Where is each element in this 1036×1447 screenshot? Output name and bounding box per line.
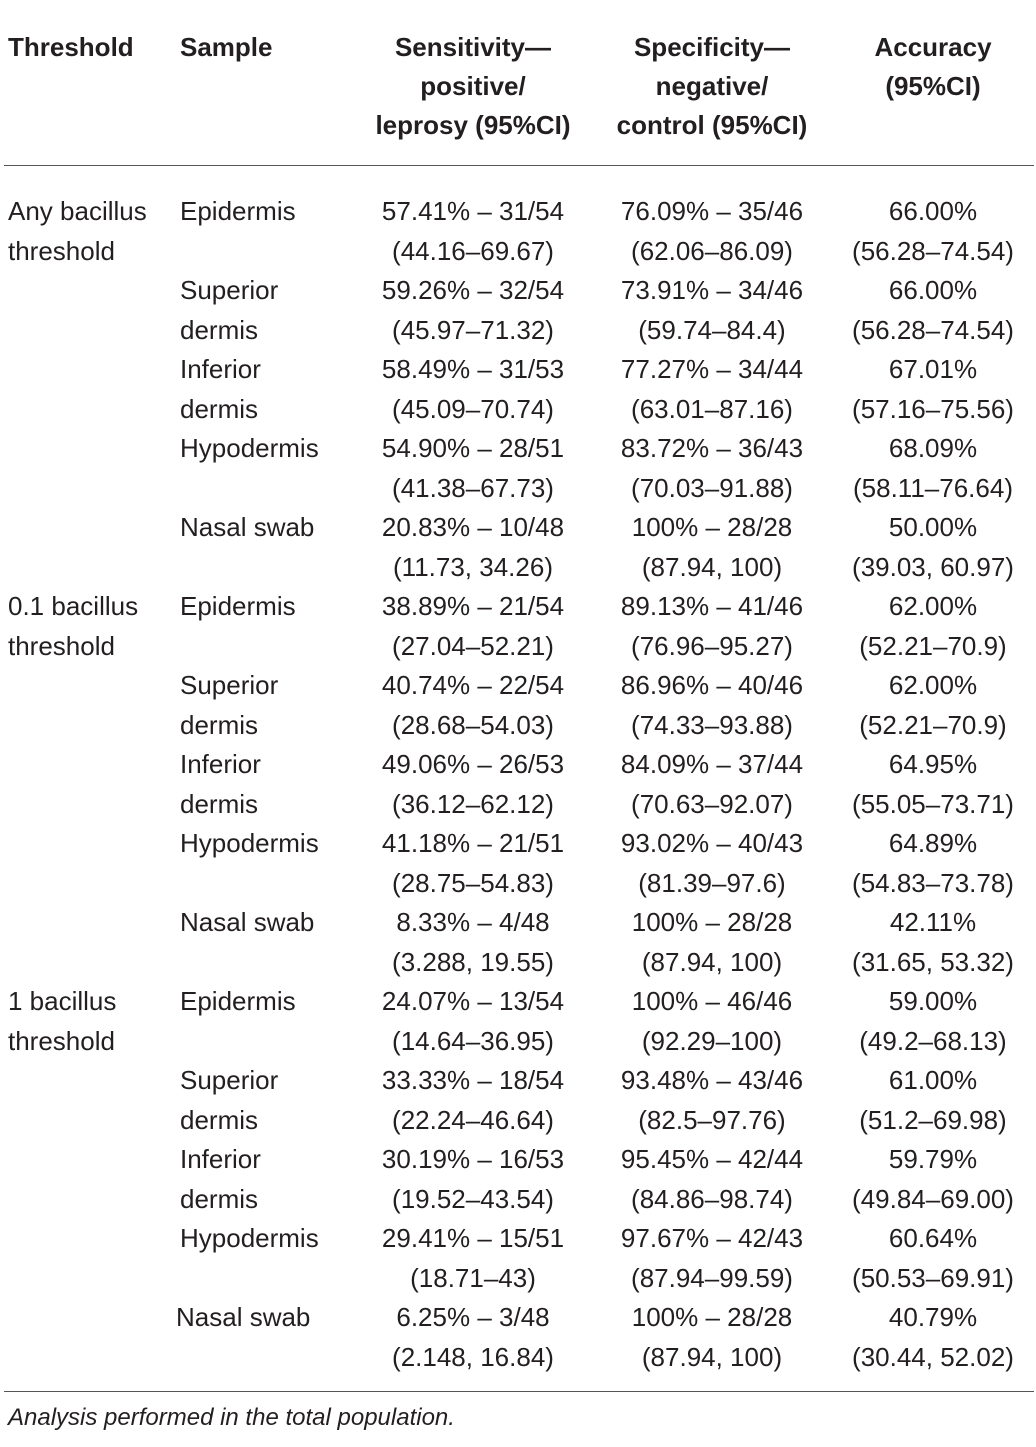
header-sample: Sample: [176, 0, 354, 166]
specificity-cell-line: 97.67% – 42/43: [620, 1223, 804, 1253]
accuracy-cell-line: (56.28–74.54): [852, 314, 1014, 345]
sensitivity-cell-line: 38.89% – 21/54: [381, 591, 565, 621]
sample-cell-line: Nasal swab: [180, 907, 315, 937]
accuracy-cell-line: (39.03, 60.97): [852, 551, 1014, 582]
accuracy-cell: [832, 271, 1034, 350]
sensitivity-cell-line: 57.41% – 31/54: [381, 196, 565, 226]
sample-cell: [176, 1061, 354, 1140]
sample-cell-line: Superior: [180, 275, 279, 305]
sensitivity-cell: [354, 1140, 592, 1219]
threshold-cell: [4, 508, 176, 587]
sensitivity-cell-line: 8.33% – 4/48: [396, 907, 550, 937]
threshold-label-line: 0.1 bacillus: [8, 591, 139, 621]
sensitivity-cell: [354, 982, 592, 1061]
accuracy-cell-line: 64.95%: [888, 749, 978, 779]
sensitivity-cell: [354, 1219, 592, 1298]
specificity-cell-line: 100% – 28/28: [631, 1302, 793, 1332]
table-body: [4, 166, 1034, 1392]
specificity-cell-line: (87.94–99.59): [631, 1262, 793, 1293]
sensitivity-cell-line: 6.25% – 3/48: [396, 1302, 550, 1332]
threshold-cell: [4, 429, 176, 508]
sensitivity-cell-line: (19.52–43.54): [392, 1183, 554, 1214]
table-header: [4, 0, 1034, 166]
accuracy-cell-line: (49.2–68.13): [859, 1025, 1007, 1056]
sensitivity-cell-line: (18.71–43): [410, 1262, 536, 1293]
sensitivity-cell-line: 54.90% – 28/51: [381, 433, 565, 463]
header-sensitivity-line: leprosy (95%CI): [375, 110, 571, 140]
accuracy-cell-line: (51.2–69.98): [859, 1104, 1007, 1135]
sensitivity-cell: [354, 587, 592, 666]
sensitivity-cell-line: (28.68–54.03): [392, 709, 554, 740]
accuracy-cell: [832, 1140, 1034, 1219]
threshold-cell: [4, 1061, 176, 1140]
sample-cell-line: Inferior: [180, 1144, 261, 1174]
sensitivity-cell-line: 24.07% – 13/54: [381, 986, 565, 1016]
specificity-cell-line: (74.33–93.88): [631, 709, 793, 740]
accuracy-cell-line: 66.00%: [888, 196, 978, 226]
threshold-cell: [4, 666, 176, 745]
sample-cell-line: Nasal swab: [180, 512, 315, 542]
table-row: [4, 587, 1034, 666]
sensitivity-cell-line: (14.64–36.95): [392, 1025, 554, 1056]
specificity-cell-line: (76.96–95.27): [631, 630, 793, 661]
threshold-cell: [4, 350, 176, 429]
diagnostic-accuracy-table: [4, 0, 1034, 1392]
specificity-cell: [592, 745, 832, 824]
specificity-cell-line: 95.45% – 42/44: [620, 1144, 804, 1174]
sample-cell-line: dermis: [180, 1183, 259, 1214]
table-row: [4, 824, 1034, 903]
specificity-cell-line: 83.72% – 36/43: [620, 433, 804, 463]
table-row: [4, 982, 1034, 1061]
threshold-cell: [4, 824, 176, 903]
accuracy-cell: [832, 903, 1034, 982]
accuracy-cell-line: 40.79%: [888, 1302, 978, 1332]
accuracy-cell-line: (52.21–70.9): [859, 630, 1007, 661]
accuracy-cell-line: 61.00%: [888, 1065, 978, 1095]
specificity-cell-line: (62.06–86.09): [631, 235, 793, 266]
accuracy-cell: [832, 1061, 1034, 1140]
header-sensitivity: [354, 0, 592, 166]
accuracy-cell-line: (49.84–69.00): [852, 1183, 1014, 1214]
specificity-cell-line: 93.02% – 40/43: [620, 828, 804, 858]
sample-cell-line: dermis: [180, 709, 259, 740]
sample-cell: [176, 350, 354, 429]
specificity-cell: [592, 1219, 832, 1298]
specificity-cell: [592, 166, 832, 272]
sample-cell: [176, 587, 354, 666]
accuracy-cell: [832, 508, 1034, 587]
accuracy-cell-line: (55.05–73.71): [852, 788, 1014, 819]
sensitivity-cell-line: (36.12–62.12): [392, 788, 554, 819]
accuracy-cell: [832, 1219, 1034, 1298]
specificity-cell-line: (70.03–91.88): [631, 472, 793, 503]
threshold-cell: [4, 982, 176, 1061]
accuracy-cell-line: 64.89%: [888, 828, 978, 858]
threshold-cell: [4, 1298, 176, 1392]
specificity-cell: [592, 429, 832, 508]
sensitivity-cell: [354, 271, 592, 350]
sensitivity-cell-line: 58.49% – 31/53: [381, 354, 565, 384]
specificity-cell: [592, 982, 832, 1061]
accuracy-cell: [832, 166, 1034, 272]
specificity-cell-line: 86.96% – 40/46: [620, 670, 804, 700]
sensitivity-cell-line: 29.41% – 15/51: [381, 1223, 565, 1253]
sensitivity-cell: [354, 166, 592, 272]
accuracy-cell-line: 62.00%: [888, 670, 978, 700]
sample-cell-line: dermis: [180, 1104, 259, 1135]
accuracy-cell: [832, 587, 1034, 666]
specificity-cell: [592, 824, 832, 903]
sensitivity-cell-line: (44.16–69.67): [392, 235, 554, 266]
specificity-cell-line: (70.63–92.07): [631, 788, 793, 819]
threshold-cell: [4, 1219, 176, 1298]
sample-cell-line: Superior: [180, 1065, 279, 1095]
specificity-cell-line: (59.74–84.4): [638, 314, 786, 345]
sample-cell: [176, 1298, 354, 1392]
header-accuracy-line: Accuracy: [874, 32, 992, 62]
table-row: [4, 903, 1034, 982]
specificity-cell-line: 76.09% – 35/46: [620, 196, 804, 226]
table-row: [4, 1140, 1034, 1219]
sample-cell-line: Nasal swab: [176, 1302, 311, 1332]
sensitivity-cell-line: 30.19% – 16/53: [381, 1144, 565, 1174]
threshold-cell: [4, 745, 176, 824]
sensitivity-cell-line: 59.26% – 32/54: [381, 275, 565, 305]
sensitivity-cell: [354, 1298, 592, 1392]
accuracy-cell-line: (56.28–74.54): [852, 235, 1014, 266]
sensitivity-cell: [354, 903, 592, 982]
specificity-cell-line: 100% – 28/28: [631, 907, 793, 937]
threshold-cell: [4, 271, 176, 350]
sensitivity-cell-line: (41.38–67.73): [392, 472, 554, 503]
table-row: [4, 350, 1034, 429]
sample-cell-line: Epidermis: [180, 986, 296, 1016]
specificity-cell-line: (92.29–100): [641, 1025, 783, 1056]
threshold-label-line: threshold: [8, 235, 115, 266]
specificity-cell-line: 89.13% – 41/46: [620, 591, 804, 621]
header-specificity-line: control (95%CI): [616, 110, 808, 140]
sample-cell: [176, 166, 354, 272]
sensitivity-cell-line: 40.74% – 22/54: [381, 670, 565, 700]
sensitivity-cell-line: (28.75–54.83): [392, 867, 554, 898]
sample-cell-line: Inferior: [180, 354, 261, 384]
accuracy-cell-line: (50.53–69.91): [852, 1262, 1014, 1293]
sample-cell: [176, 903, 354, 982]
table-row: [4, 666, 1034, 745]
sample-cell-line: dermis: [180, 393, 259, 424]
table-footnote: Analysis performed in the total population.: [8, 1404, 455, 1431]
threshold-label-line: Any bacillus: [8, 196, 147, 226]
accuracy-cell: [832, 982, 1034, 1061]
sensitivity-cell: [354, 666, 592, 745]
threshold-cell: [4, 166, 176, 272]
sensitivity-cell-line: (3.288, 19.55): [392, 946, 554, 977]
sample-cell: [176, 1140, 354, 1219]
threshold-cell: [4, 1140, 176, 1219]
specificity-cell-line: (82.5–97.76): [638, 1104, 786, 1135]
accuracy-cell-line: (30.44, 52.02): [852, 1341, 1014, 1372]
accuracy-cell: [832, 429, 1034, 508]
sensitivity-cell-line: (22.24–46.64): [392, 1104, 554, 1135]
header-specificity-line: Specificity—: [633, 32, 791, 62]
accuracy-cell-line: 66.00%: [888, 275, 978, 305]
sensitivity-cell-line: (45.09–70.74): [392, 393, 554, 424]
accuracy-cell: [832, 666, 1034, 745]
specificity-cell: [592, 903, 832, 982]
accuracy-cell: [832, 1298, 1034, 1392]
sensitivity-cell: [354, 429, 592, 508]
sensitivity-cell-line: 20.83% – 10/48: [381, 512, 565, 542]
sample-cell: [176, 271, 354, 350]
sensitivity-cell-line: 49.06% – 26/53: [381, 749, 565, 779]
accuracy-cell-line: (31.65, 53.32): [852, 946, 1014, 977]
sample-cell-line: Epidermis: [180, 591, 296, 621]
specificity-cell-line: 100% – 46/46: [631, 986, 793, 1016]
specificity-cell-line: 93.48% – 43/46: [620, 1065, 804, 1095]
table-row: [4, 1298, 1034, 1392]
sensitivity-cell: [354, 824, 592, 903]
accuracy-cell-line: 67.01%: [888, 354, 978, 384]
sample-cell-line: Inferior: [180, 749, 261, 779]
sensitivity-cell-line: (2.148, 16.84): [392, 1341, 554, 1372]
sensitivity-cell: [354, 508, 592, 587]
specificity-cell-line: 73.91% – 34/46: [620, 275, 804, 305]
sample-cell-line: Epidermis: [180, 196, 296, 226]
sensitivity-cell: [354, 745, 592, 824]
sample-cell-line: Superior: [180, 670, 279, 700]
sample-cell: [176, 824, 354, 903]
sample-cell-line: Hypodermis: [180, 828, 319, 858]
accuracy-cell-line: 50.00%: [888, 512, 978, 542]
accuracy-cell-line: 59.79%: [888, 1144, 978, 1174]
accuracy-cell-line: (54.83–73.78): [852, 867, 1014, 898]
header-specificity-line: negative/: [655, 71, 769, 101]
specificity-cell: [592, 1061, 832, 1140]
accuracy-cell-line: 59.00%: [888, 986, 978, 1016]
header-threshold: Threshold: [4, 0, 176, 166]
sample-cell: [176, 982, 354, 1061]
specificity-cell-line: 84.09% – 37/44: [620, 749, 804, 779]
sensitivity-cell-line: (11.73, 34.26): [393, 551, 553, 582]
specificity-cell: [592, 508, 832, 587]
sample-cell: [176, 429, 354, 508]
accuracy-cell-line: (57.16–75.56): [852, 393, 1014, 424]
accuracy-cell-line: 42.11%: [889, 907, 977, 937]
specificity-cell-line: (87.94, 100): [641, 1341, 783, 1372]
sample-cell-line: Hypodermis: [180, 433, 319, 463]
specificity-cell-line: (63.01–87.16): [631, 393, 793, 424]
table-row: [4, 271, 1034, 350]
table-row: [4, 429, 1034, 508]
table-row: [4, 1219, 1034, 1298]
header-accuracy: [832, 0, 1034, 166]
accuracy-cell-line: (58.11–76.64): [853, 472, 1013, 503]
specificity-cell-line: (84.86–98.74): [631, 1183, 793, 1214]
accuracy-cell: [832, 745, 1034, 824]
specificity-cell: [592, 1298, 832, 1392]
sensitivity-cell: [354, 350, 592, 429]
sample-cell-line: dermis: [180, 314, 259, 345]
table-row: [4, 166, 1034, 272]
specificity-cell: [592, 1140, 832, 1219]
specificity-cell-line: (81.39–97.6): [638, 867, 786, 898]
specificity-cell-line: 77.27% – 34/44: [620, 354, 804, 384]
sensitivity-cell-line: 41.18% – 21/51: [381, 828, 565, 858]
threshold-cell: [4, 587, 176, 666]
specificity-cell-line: (87.94, 100): [641, 946, 783, 977]
sample-cell-line: dermis: [180, 788, 259, 819]
specificity-cell: [592, 666, 832, 745]
sample-cell-line: Hypodermis: [180, 1223, 319, 1253]
table-row: [4, 508, 1034, 587]
sensitivity-cell-line: (27.04–52.21): [392, 630, 554, 661]
specificity-cell-line: (87.94, 100): [641, 551, 783, 582]
specificity-cell: [592, 350, 832, 429]
sensitivity-cell-line: 33.33% – 18/54: [381, 1065, 565, 1095]
accuracy-cell: [832, 824, 1034, 903]
accuracy-cell-line: 68.09%: [888, 433, 978, 463]
header-row: [4, 0, 1034, 166]
threshold-label-line: threshold: [8, 1025, 115, 1056]
accuracy-cell-line: 62.00%: [888, 591, 978, 621]
specificity-cell-line: 100% – 28/28: [631, 512, 793, 542]
header-sensitivity-line: positive/: [420, 71, 526, 101]
sample-cell: [176, 508, 354, 587]
table-row: [4, 745, 1034, 824]
accuracy-cell-line: (52.21–70.9): [859, 709, 1007, 740]
table-row: [4, 1061, 1034, 1140]
sample-cell: [176, 745, 354, 824]
sensitivity-cell-line: (45.97–71.32): [392, 314, 554, 345]
accuracy-cell-line: 60.64%: [888, 1223, 978, 1253]
sensitivity-cell: [354, 1061, 592, 1140]
threshold-label-line: threshold: [8, 630, 115, 661]
sample-cell: [176, 666, 354, 745]
specificity-cell: [592, 587, 832, 666]
accuracy-cell: [832, 350, 1034, 429]
header-accuracy-line: (95%CI): [885, 71, 981, 101]
sample-cell: [176, 1219, 354, 1298]
threshold-cell: [4, 903, 176, 982]
header-specificity: [592, 0, 832, 166]
threshold-label-line: 1 bacillus: [8, 986, 117, 1016]
header-sensitivity-line: Sensitivity—: [394, 32, 552, 62]
specificity-cell: [592, 271, 832, 350]
